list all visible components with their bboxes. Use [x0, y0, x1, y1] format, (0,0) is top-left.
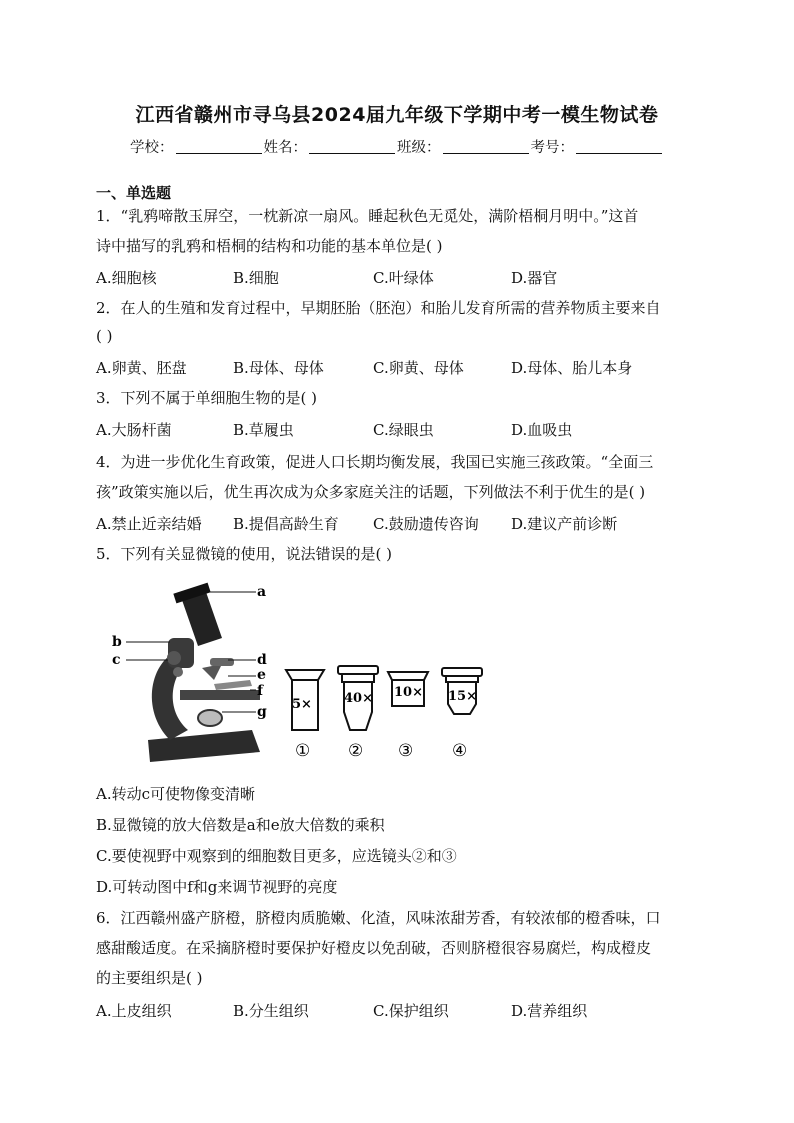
lens-1-number: ① — [295, 741, 311, 761]
option-c[interactable]: C.绿眼虫 — [373, 421, 434, 439]
label-f: f — [257, 683, 264, 699]
question-5-option-a[interactable]: A.转动c可使物像变清晰 — [96, 785, 256, 803]
lens-3-number: ③ — [398, 741, 414, 761]
lens-3-mag: 10× — [394, 685, 423, 700]
option-d[interactable]: D.器官 — [511, 269, 558, 287]
question-5-line-1: 5．下列有关显微镜的使用，说法错误的是( ) — [96, 545, 393, 563]
question-4-options — [96, 513, 617, 534]
question-3-line-1: 3．下列不属于单细胞生物的是( ) — [96, 389, 318, 407]
option-a[interactable]: A.禁止近亲结婚 — [96, 515, 202, 533]
label-g: g — [257, 704, 267, 720]
option-c[interactable]: C.保护组织 — [373, 1002, 449, 1020]
name-label: 姓名： — [263, 140, 307, 156]
question-2-line-2: ( ) — [96, 327, 113, 345]
class-field[interactable] — [397, 136, 531, 157]
student-info-row — [0, 136, 794, 157]
option-c[interactable]: C.叶绿体 — [373, 269, 434, 287]
question-2-options — [96, 357, 632, 378]
lens-4-mag: 15× — [448, 689, 477, 704]
label-c: c — [112, 652, 121, 668]
question-6-line-3: 的主要组织是( ) — [96, 969, 203, 987]
option-a[interactable]: A.卵黄、胚盘 — [96, 359, 187, 377]
option-a[interactable]: A.大肠杆菌 — [96, 421, 172, 439]
option-b[interactable]: B.分生组织 — [233, 1002, 309, 1020]
option-d[interactable]: D.血吸虫 — [511, 421, 573, 439]
question-1-line-1: 1．“乳鸦啼散玉屏空，一枕新凉一扇风。睡起秋色无觅处，满阶梧桐月明中。”这首 — [96, 207, 639, 225]
option-d[interactable]: D.建议产前诊断 — [511, 515, 618, 533]
lens-2-number: ② — [348, 741, 364, 761]
label-b: b — [112, 634, 122, 650]
label-a: a — [257, 584, 267, 600]
number-label: 考号： — [530, 140, 574, 156]
lens-4-number: ④ — [452, 741, 468, 761]
option-d[interactable]: D.母体、胎儿本身 — [511, 359, 633, 377]
lens-2-mag: 40× — [344, 691, 373, 706]
question-2-line-1: 2．在人的生殖和发育过程中，早期胚胎（胚泡）和胎儿发育所需的营养物质主要来自 — [96, 299, 661, 317]
question-6-line-2: 感甜酸适度。在采摘脐橙时要保护好橙皮以免刮破，否则脐橙很容易腐烂，构成橙皮 — [96, 939, 652, 957]
question-6-line-1: 6．江西赣州盛产脐橙，脐橙肉质脆嫩、化渣，风味浓甜芳香，有较浓郁的橙香味，口 — [96, 909, 661, 927]
class-blank[interactable] — [443, 139, 529, 154]
question-1-options — [96, 267, 557, 288]
label-e: e — [257, 667, 266, 683]
option-a[interactable]: A.细胞核 — [96, 269, 157, 287]
name-field[interactable] — [264, 136, 398, 157]
option-b[interactable]: B.提倡高龄生育 — [233, 515, 339, 533]
school-field[interactable] — [130, 136, 264, 157]
lens-1-mag: 5× — [292, 697, 312, 712]
option-b[interactable]: B.母体、母体 — [233, 359, 324, 377]
question-3-options — [96, 419, 572, 440]
question-5-option-d[interactable]: D.可转动图中f和g来调节视野的亮度 — [96, 878, 338, 896]
question-4-line-2: 孩”政策实施以后，优生再次成为众多家庭关注的话题，下列做法不利于优生的是( ) — [96, 483, 646, 501]
option-d[interactable]: D.营养组织 — [511, 1002, 588, 1020]
option-c[interactable]: C.鼓励遗传咨询 — [373, 515, 479, 533]
school-label: 学校： — [130, 140, 174, 156]
question-6-options — [96, 1000, 587, 1021]
microscope-illustration — [148, 583, 260, 762]
question-4-line-1: 4．为进一步优化生育政策，促进人口长期均衡发展，我国已实施三孩政策。“全面三 — [96, 453, 654, 471]
option-a[interactable]: A.上皮组织 — [96, 1002, 172, 1020]
section-heading: 一、单选题 — [96, 184, 172, 202]
page-title: 江西省赣州市寻乌县2024届九年级下学期中考一模生物试卷 — [135, 104, 659, 126]
option-c[interactable]: C.卵黄、母体 — [373, 359, 464, 377]
school-blank[interactable] — [176, 139, 262, 154]
question-5-option-b[interactable]: B.显微镜的放大倍数是a和e放大倍数的乘积 — [96, 816, 385, 834]
class-label: 班级： — [397, 140, 441, 156]
option-b[interactable]: B.草履虫 — [233, 421, 294, 439]
name-blank[interactable] — [309, 139, 395, 154]
number-field[interactable] — [531, 136, 665, 157]
number-blank[interactable] — [576, 139, 662, 154]
label-d: d — [257, 652, 267, 668]
option-b[interactable]: B.细胞 — [233, 269, 279, 287]
microscope-figure — [110, 580, 490, 770]
question-5-option-c[interactable]: C.要使视野中观察到的细胞数目更多，应选镜头②和③ — [96, 847, 457, 865]
question-1-line-2: 诗中描写的乳鸦和梧桐的结构和功能的基本单位是( ) — [96, 237, 443, 255]
